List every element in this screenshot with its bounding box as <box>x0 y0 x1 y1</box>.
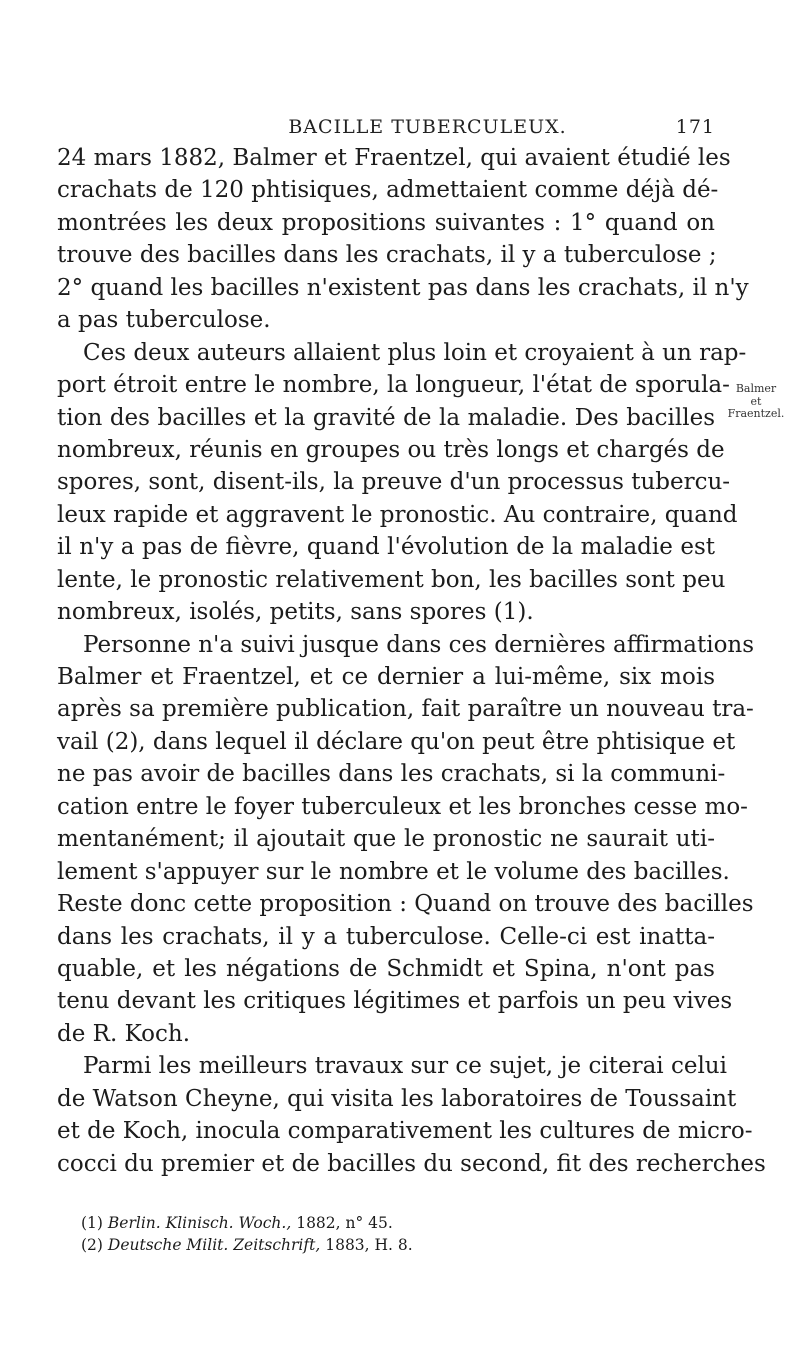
text-line: Personne n'a suivi jusque dans ces dernières affirmations <box>83 631 755 658</box>
footnote-mark: (2) <box>81 1236 103 1254</box>
text-line: lente, le pronostic relativement bon, les bacilles sont peu <box>57 566 726 593</box>
text-line: de Watson Cheyne, qui visita les laboratoires de Toussaint <box>57 1085 737 1112</box>
text-line: de R. Koch. <box>57 1020 191 1047</box>
text-line: tion des bacilles et la gravité de la maladie. Des bacilles <box>57 404 715 431</box>
text-line: nombreux, isolés, petits, sans spores (1). <box>57 599 534 626</box>
text-line: spores, sont, disent-ils, la preuve d'un processus tubercu- <box>57 469 731 496</box>
text-line: nombreux, réunis en groupes ou très longs et chargés de <box>57 436 725 463</box>
text-line: a pas tuberculose. <box>57 307 271 334</box>
text-line: Balmer et Fraentzel, et ce dernier a lui-même, six mois <box>57 664 715 690</box>
margin-note-line: Fraentzel. <box>727 407 785 420</box>
page-number: 171 <box>675 116 715 138</box>
running-title: BACILLE TUBERCULEUX. <box>288 116 567 138</box>
footnote <box>81 1212 711 1234</box>
text-line: 2° quand les bacilles n'existent pas dans les crachats, il n'y <box>57 274 749 301</box>
footnote-detail: 1882, n° 45. <box>296 1214 393 1232</box>
text-line: quable, et les négations de Schmidt et Spina, n'ont pas <box>57 955 715 982</box>
footnote-source: Berlin. Klinisch. Woch., <box>107 1214 292 1232</box>
text-line: il n'y a pas de fièvre, quand l'évolution de la maladie est <box>57 534 715 561</box>
footnote-detail: 1883, H. 8. <box>325 1236 413 1254</box>
text-line: ne pas avoir de bacilles dans les crachats, si la communi- <box>57 761 726 788</box>
text-line: port étroit entre le nombre, la longueur, l'état de sporula- <box>57 372 730 399</box>
text-line: dans les crachats, il y a tuberculose. Celle-ci est inatta- <box>57 923 715 950</box>
text-line: après sa première publication, fait paraître un nouveau tra- <box>57 696 754 723</box>
text-line: leux rapide et aggravent le pronostic. Au contraire, quand <box>57 501 738 528</box>
text-line: Reste donc cette proposition : Quand on trouve des bacilles <box>57 891 754 918</box>
footnote <box>81 1234 711 1256</box>
text-line: cation entre le foyer tuberculeux et les bronches cesse mo- <box>57 793 748 820</box>
text-line: 24 mars 1882, Balmer et Fraentzel, qui avaient étudié les <box>57 145 731 171</box>
text-line: montrées les deux propositions suivantes : 1° quand on <box>57 209 715 236</box>
text-line: tenu devant les critiques légitimes et parfois un peu vives <box>57 988 733 1015</box>
text-line: trouve des bacilles dans les crachats, il y a tuberculose ; <box>57 242 717 269</box>
text-line: mentanément; il ajoutait que le pronostic ne saurait uti- <box>57 826 715 853</box>
text-line: lement s'appuyer sur le nombre et le volume des bacilles. <box>57 858 730 885</box>
footnotes <box>81 1212 711 1256</box>
text-line: crachats de 120 phtisiques, admettaient comme déjà dé- <box>57 177 719 204</box>
text-line: Ces deux auteurs allaient plus loin et croyaient à un rap- <box>83 339 747 366</box>
margin-note-line: et <box>750 394 762 408</box>
footnote-mark: (1) <box>81 1214 103 1232</box>
body-text <box>57 142 766 1180</box>
text-line: vail (2), dans lequel il déclare qu'on peut être phtisique et <box>57 728 736 755</box>
footnote-source: Deutsche Milit. Zeitschrift, <box>107 1236 321 1254</box>
text-line: et de Koch, inocula comparativement les cultures de micro- <box>57 1118 753 1145</box>
margin-note-line: Balmer <box>735 382 777 395</box>
running-head <box>140 116 715 142</box>
text-line: Parmi les meilleurs travaux sur ce sujet, je citerai celui <box>83 1053 727 1080</box>
text-line: cocci du premier et de bacilles du second, fit des recherches <box>57 1150 766 1177</box>
